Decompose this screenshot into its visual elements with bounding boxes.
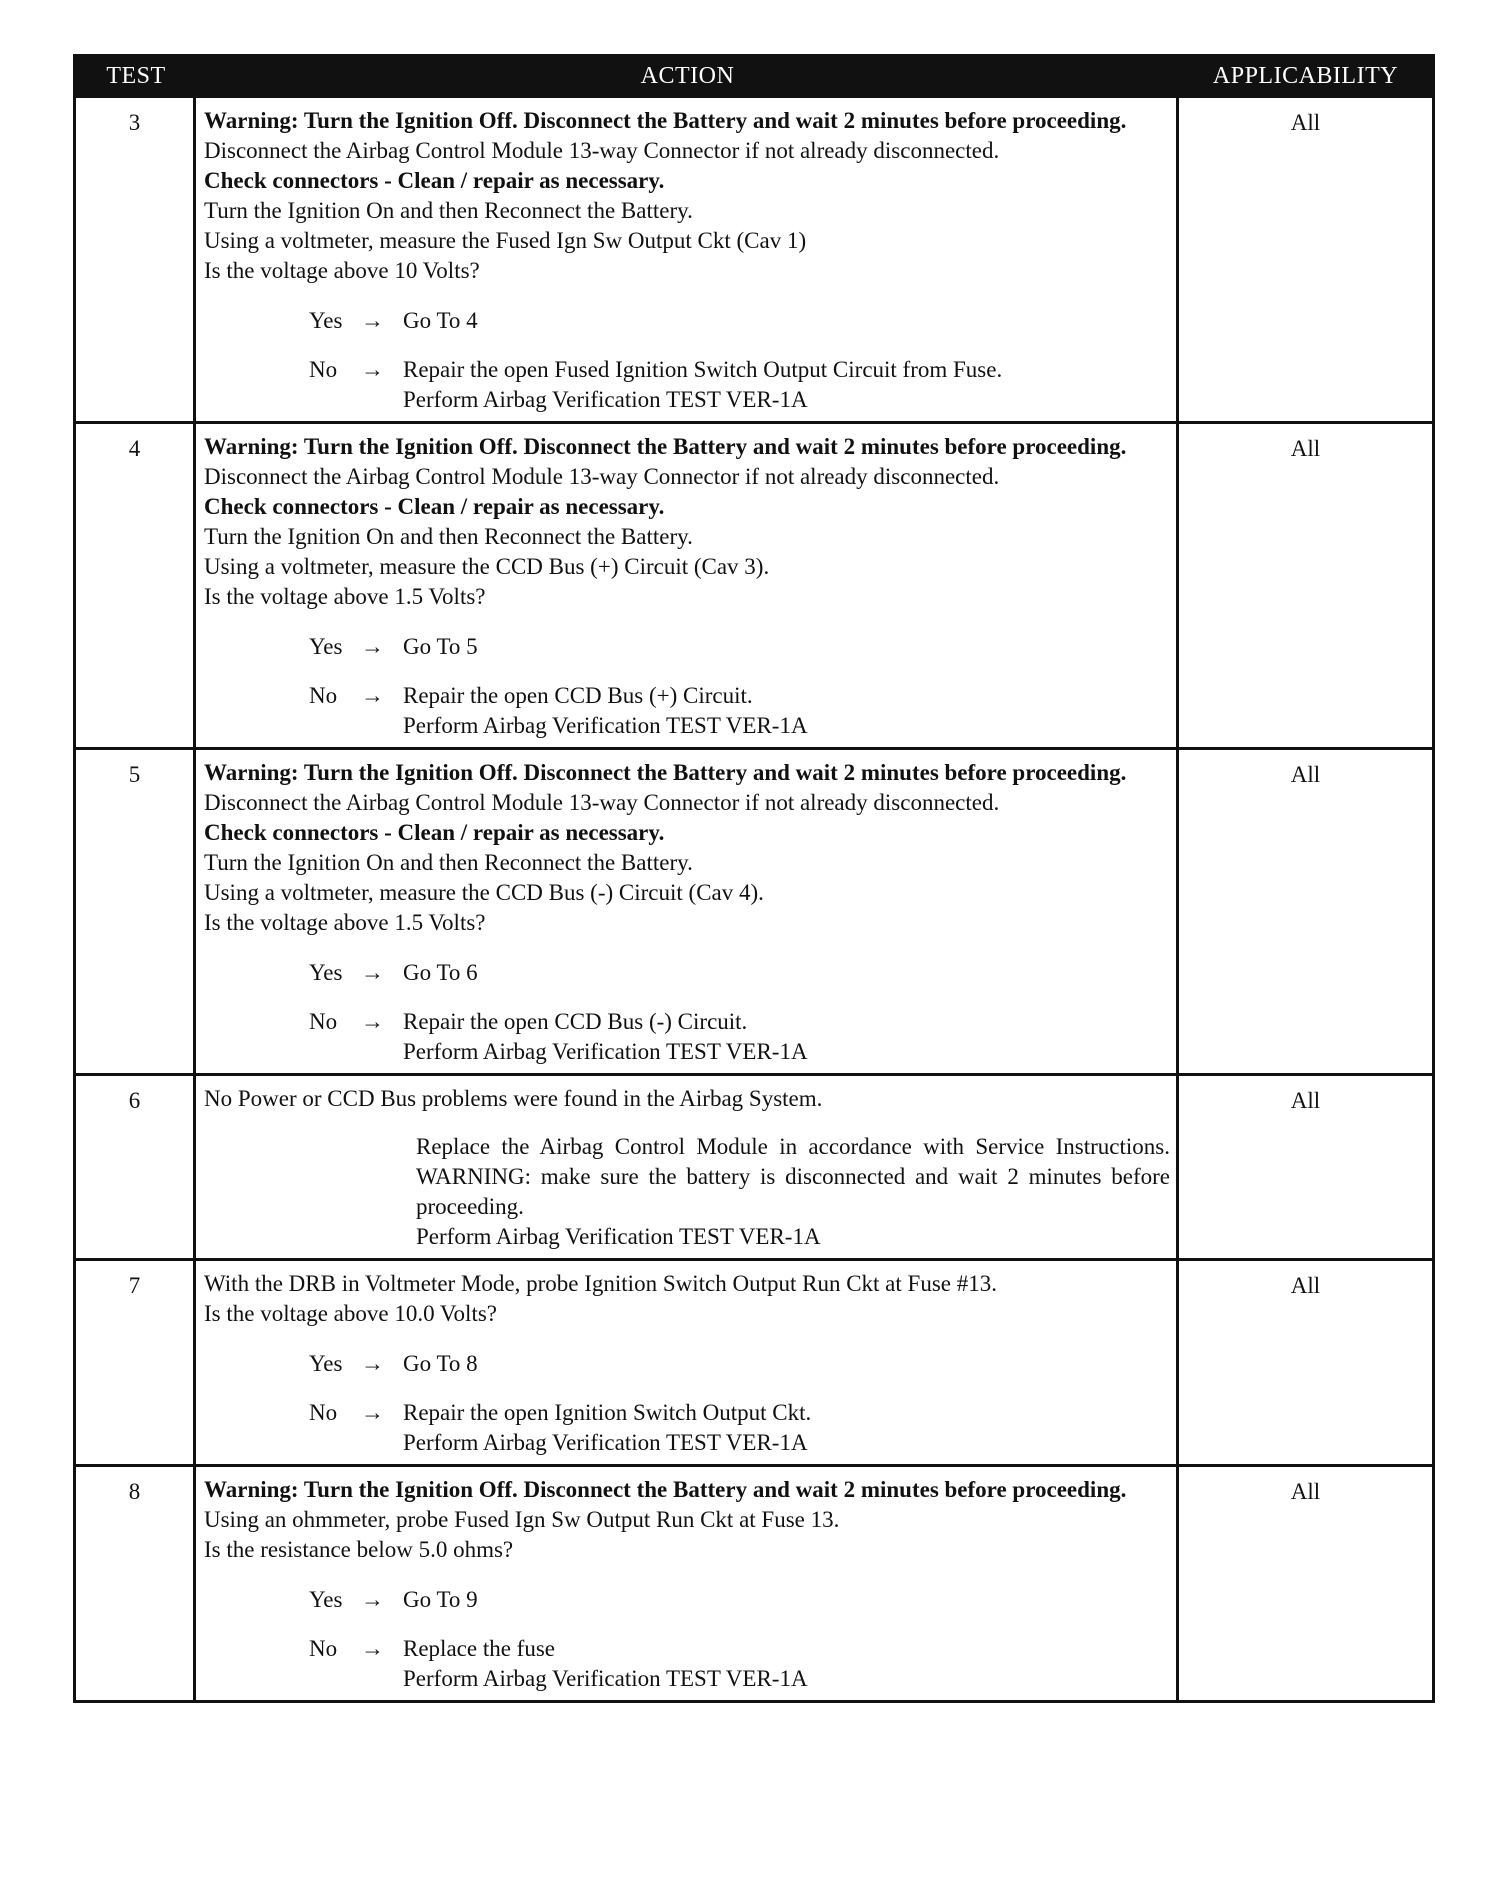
- action-line: Check connectors - Clean / repair as necessary.: [204, 494, 665, 519]
- action-line: Turn the Ignition On and then Reconnect the Battery.: [204, 524, 693, 549]
- action-line: Check connectors - Clean / repair as necessary.: [204, 820, 665, 845]
- no-branch: [309, 355, 1170, 415]
- test-number: 3: [76, 98, 196, 421]
- yes-branch: [309, 1585, 1170, 1615]
- table-row: [76, 95, 1432, 421]
- action-line: Disconnect the Airbag Control Module 13-way Connector if not already disconnected.: [204, 790, 1000, 815]
- warning-text: Warning: Turn the Ignition Off. Disconnect the Battery and wait 2 minutes before proceeding.: [204, 434, 1127, 459]
- action-line: Check connectors - Clean / repair as necessary.: [204, 168, 665, 193]
- arrow-right-icon: →: [361, 1636, 384, 1661]
- action-line: Disconnect the Airbag Control Module 13-way Connector if not already disconnected.: [204, 464, 1000, 489]
- applicability-cell: All: [1290, 110, 1321, 135]
- yes-result: Go To 8: [403, 1351, 478, 1376]
- no-result-line: Repair the open Fused Ignition Switch Output Circuit from Fuse.: [403, 357, 1003, 382]
- no-label: No: [309, 1009, 338, 1034]
- action-line: With the DRB in Voltmeter Mode, probe Ignition Switch Output Run Ckt at Fuse #13.: [204, 1271, 997, 1296]
- no-result: [403, 1398, 1170, 1458]
- no-label: No: [309, 683, 338, 708]
- arrow-right-icon: →: [361, 357, 384, 382]
- no-branch: [309, 681, 1170, 741]
- arrow-right-icon: →: [361, 1400, 384, 1425]
- arrow-right-icon: →: [361, 683, 384, 708]
- yes-branch: [309, 632, 1170, 662]
- no-branch: [309, 1007, 1170, 1067]
- no-branch: [309, 1398, 1170, 1458]
- test-number: 4: [76, 424, 196, 747]
- applicability-cell: All: [1290, 436, 1321, 461]
- no-result-line: Repair the open CCD Bus (+) Circuit.: [403, 683, 753, 708]
- yes-label: Yes: [309, 1351, 343, 1376]
- diagnostic-test-table: [73, 54, 1435, 1703]
- action-question: Is the resistance below 5.0 ohms?: [204, 1537, 514, 1562]
- warning-text: Warning: Turn the Ignition Off. Disconnect the Battery and wait 2 minutes before proceeding.: [204, 108, 1127, 133]
- no-result-line: Perform Airbag Verification TEST VER-1A: [403, 1430, 808, 1455]
- action-line: Turn the Ignition On and then Reconnect the Battery.: [204, 850, 693, 875]
- no-result: [403, 1007, 1170, 1067]
- action-line: Using a voltmeter, measure the Fused Ign Sw Output Ckt (Cav 1): [204, 228, 807, 253]
- yes-branch: [309, 958, 1170, 988]
- applicability-cell: All: [1290, 1479, 1321, 1504]
- action-line: Using an ohmmeter, probe Fused Ign Sw Output Run Ckt at Fuse 13.: [204, 1507, 840, 1532]
- action-cell: [196, 98, 1179, 421]
- yes-label: Yes: [309, 634, 343, 659]
- action-line: Using a voltmeter, measure the CCD Bus (+) Circuit (Cav 3).: [204, 554, 770, 579]
- yes-result: Go To 9: [403, 1587, 478, 1612]
- action-question: Is the voltage above 1.5 Volts?: [204, 584, 486, 609]
- test-number: 8: [76, 1467, 196, 1700]
- header-applicability: APPLICABILITY: [1212, 62, 1399, 89]
- replacement-instruction: [416, 1132, 1170, 1252]
- no-branch: [309, 1634, 1170, 1694]
- action-cell: [196, 424, 1179, 747]
- action-question: Is the voltage above 10 Volts?: [204, 258, 480, 283]
- table-header: [76, 57, 1432, 95]
- action-cell: [196, 1076, 1179, 1258]
- no-result: [403, 1634, 1170, 1694]
- header-action: ACTION: [640, 62, 735, 89]
- action-line: Turn the Ignition On and then Reconnect the Battery.: [204, 198, 693, 223]
- table-row: [76, 421, 1432, 747]
- arrow-right-icon: →: [361, 1587, 384, 1612]
- yes-label: Yes: [309, 960, 343, 985]
- action-line: Disconnect the Airbag Control Module 13-way Connector if not already disconnected.: [204, 138, 1000, 163]
- test-number: 7: [76, 1261, 196, 1464]
- action-line: No Power or CCD Bus problems were found in the Airbag System.: [204, 1086, 823, 1111]
- yes-branch: [309, 1349, 1170, 1379]
- action-cell: [196, 1467, 1179, 1700]
- no-label: No: [309, 1400, 338, 1425]
- no-label: No: [309, 357, 338, 382]
- warning-text: Warning: Turn the Ignition Off. Disconnect the Battery and wait 2 minutes before proceeding.: [204, 1477, 1127, 1502]
- table-row: [76, 1073, 1432, 1258]
- no-result-line: Repair the open Ignition Switch Output Ckt.: [403, 1400, 812, 1425]
- applicability-cell: All: [1290, 762, 1321, 787]
- action-line: Using a voltmeter, measure the CCD Bus (-) Circuit (Cav 4).: [204, 880, 764, 905]
- arrow-right-icon: →: [361, 1351, 384, 1376]
- action-cell: [196, 750, 1179, 1073]
- warning-text: Warning: Turn the Ignition Off. Disconnect the Battery and wait 2 minutes before proceeding.: [204, 760, 1127, 785]
- no-result-line: Perform Airbag Verification TEST VER-1A: [403, 387, 808, 412]
- table-row: [76, 1464, 1432, 1700]
- instruction-text: Perform Airbag Verification TEST VER-1A: [416, 1224, 821, 1249]
- no-result: [403, 355, 1170, 415]
- no-result-line: Perform Airbag Verification TEST VER-1A: [403, 1039, 808, 1064]
- test-number: 6: [76, 1076, 196, 1258]
- table-row: [76, 1258, 1432, 1464]
- yes-label: Yes: [309, 1587, 343, 1612]
- action-question: Is the voltage above 10.0 Volts?: [204, 1301, 497, 1326]
- no-result: [403, 681, 1170, 741]
- table-row: [76, 747, 1432, 1073]
- no-result-line: Replace the fuse: [403, 1636, 555, 1661]
- test-number: 5: [76, 750, 196, 1073]
- applicability-cell: All: [1290, 1088, 1321, 1113]
- yes-result: Go To 5: [403, 634, 478, 659]
- action-question: Is the voltage above 1.5 Volts?: [204, 910, 486, 935]
- no-result-line: Perform Airbag Verification TEST VER-1A: [403, 713, 808, 738]
- no-result-line: Perform Airbag Verification TEST VER-1A: [403, 1666, 808, 1691]
- no-label: No: [309, 1636, 338, 1661]
- arrow-right-icon: →: [361, 960, 384, 985]
- applicability-cell: All: [1290, 1273, 1321, 1298]
- yes-label: Yes: [309, 308, 343, 333]
- yes-result: Go To 4: [403, 308, 478, 333]
- yes-result: Go To 6: [403, 960, 478, 985]
- yes-branch: [309, 306, 1170, 336]
- no-result-line: Repair the open CCD Bus (-) Circuit.: [403, 1009, 748, 1034]
- header-test: TEST: [106, 62, 166, 89]
- arrow-right-icon: →: [361, 634, 384, 659]
- arrow-right-icon: →: [361, 1009, 384, 1034]
- instruction-text: Replace the Airbag Control Module in accordance with Service Instructions. WARNING: make sure the battery is disconnected and wait 2 minutes before proceeding.: [416, 1134, 1170, 1219]
- arrow-right-icon: →: [361, 308, 384, 333]
- action-cell: [196, 1261, 1179, 1464]
